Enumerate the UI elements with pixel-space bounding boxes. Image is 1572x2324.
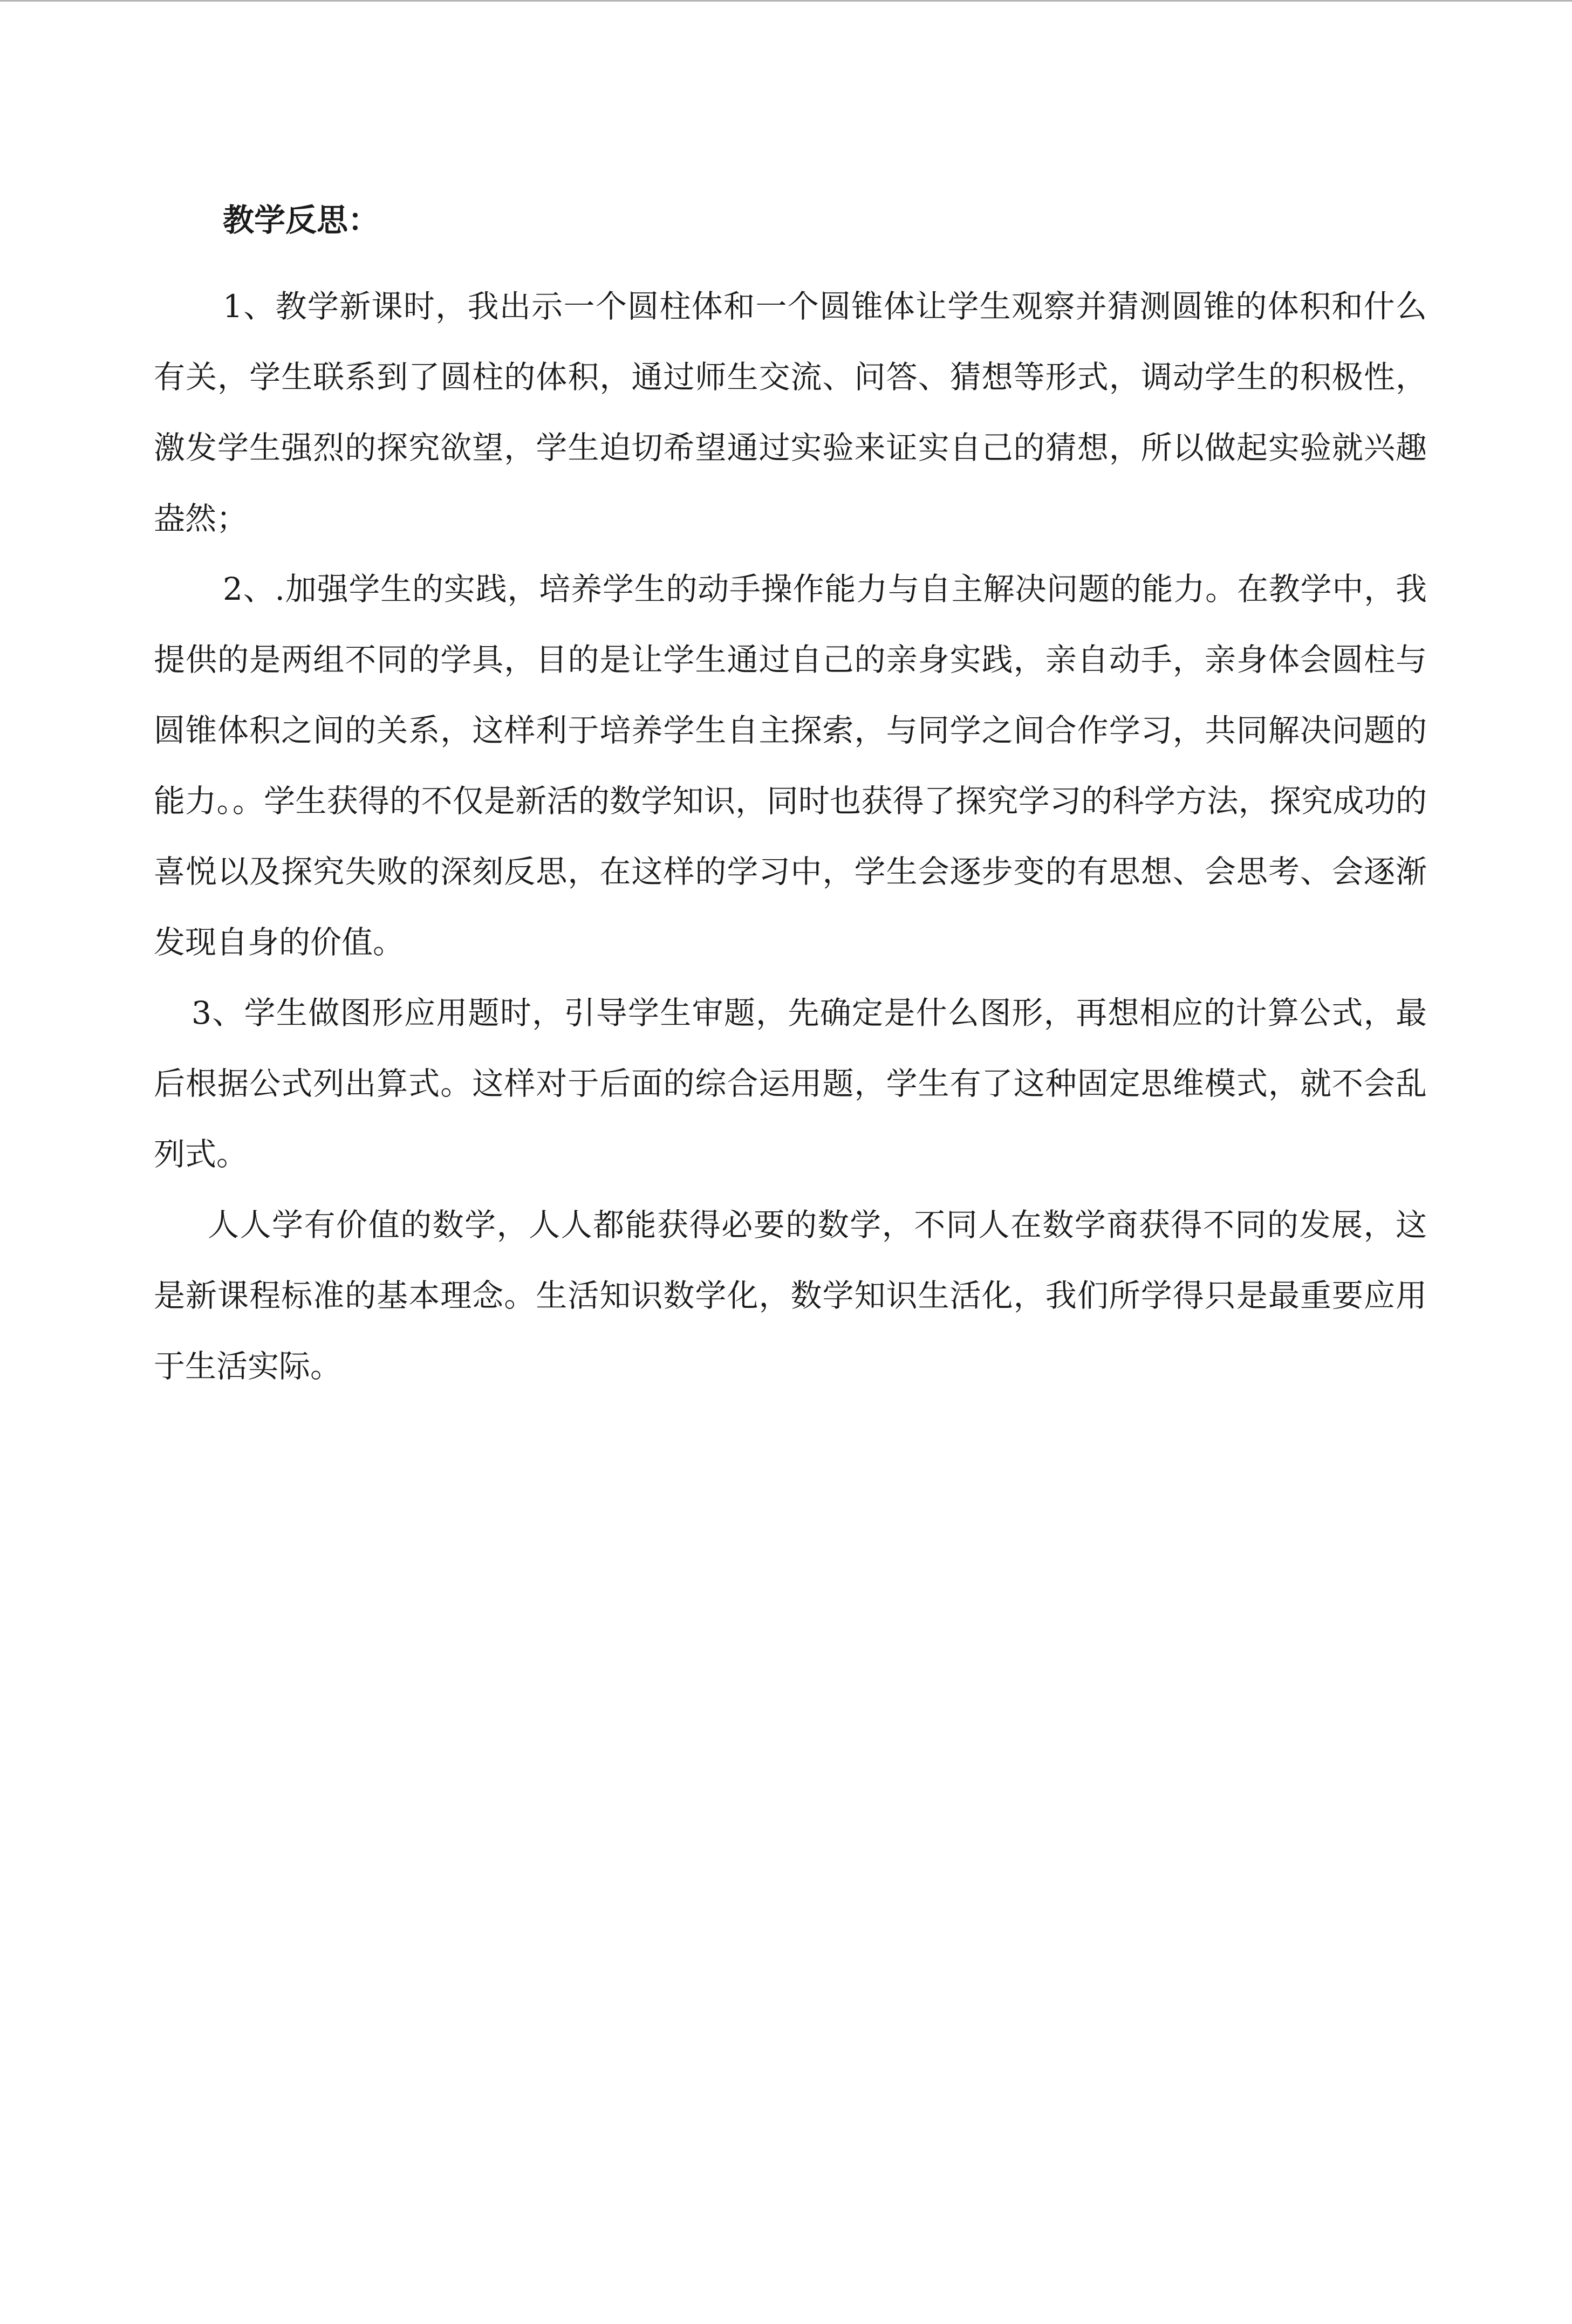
paragraph-1: 1、教学新课时，我出示一个圆柱体和一个圆锥体让学生观察并猜测圆锥的体积和什么有关，学生联系到了圆柱的体积，通过师生交流、问答、猜想等形式，调动学生的积极性，激发学生强烈的探究欲望，学生迫切希望通过实验来证实自己的猜想，所以做起实验就兴趣盎然； [154, 288, 1427, 537]
paragraph-4: 人人学有价值的数学，人人都能获得必要的数学，不同人在数学商获得不同的发展，这是新课程标准的基本理念。生活知识数学化，数学知识生活化，我们所学得只是最重要应用于生活实际。 [154, 1206, 1427, 1384]
document-body [154, 196, 1427, 1402]
section-heading: 教学反思： [223, 202, 380, 238]
paragraph-3: 3、学生做图形应用题时，引导学生审题，先确定是什么图形，再想相应的计算公式，最后根据公式列出算式。这样对于后面的综合运用题，学生有了这种固定思维模式，就不会乱列式。 [154, 995, 1427, 1173]
paragraph-2: 2、.加强学生的实践，培养学生的动手操作能力与自主解决问题的能力。在教学中，我提供的是两组不同的学具，目的是让学生通过自己的亲身实践，亲自动手，亲身体会圆柱与圆锥体积之间的关系，这样利于培养学生自主探索，与同学之间合作学习，共同解决问题的能力。。学生获得的不仅是新活的数学知识，同时也获得了探究学习的科学方法，探究成功的喜悦以及探究失败的深刻反思，在这样的学习中，学生会逐步变的有思想、会思考、会逐渐发现自身的价值。 [154, 571, 1427, 961]
